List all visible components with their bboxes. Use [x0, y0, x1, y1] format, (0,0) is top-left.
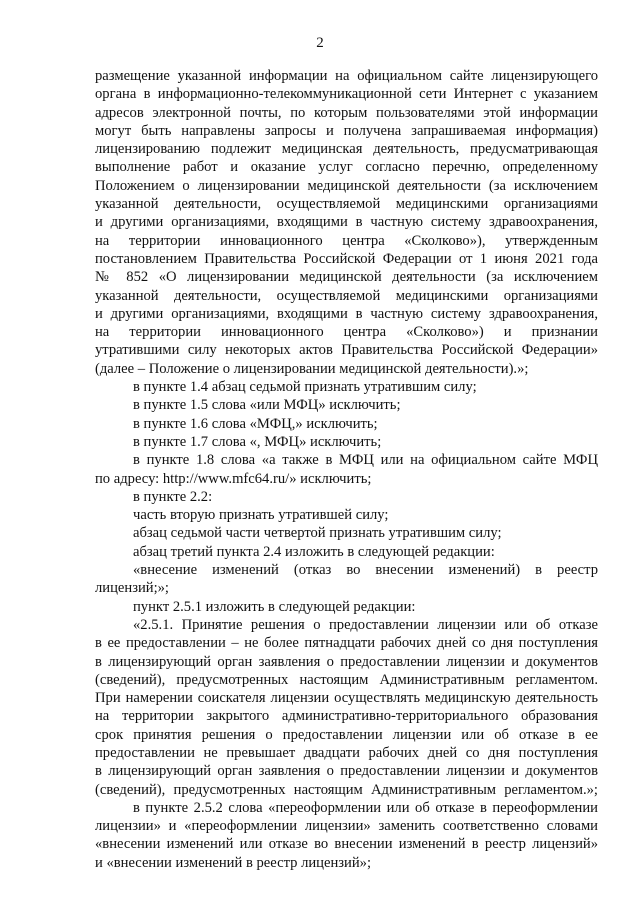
text-line: в пункте 1.4 абзац седьмой признать утратившим силу; — [133, 379, 477, 396]
document-body — [95, 67, 598, 872]
text-line: постановлением Правительства Российской Федерации от 1 июня 2021 года — [95, 250, 598, 267]
text-line: органа в информационно-телекоммуникационной сети Интернет с указанием — [95, 86, 598, 103]
text-line: на территории инновационного центра «Сколково») и признании — [95, 324, 598, 341]
text-line: в лицензирующий орган заявления о предоставлении лицензии и документов — [95, 763, 598, 780]
text-line: в пункте 2.5.2 слова «переоформлении или об отказе в переоформлении — [133, 799, 598, 816]
text-line: в пункте 1.8 слова «а также в МФЦ или на официальном сайте МФЦ — [133, 452, 598, 469]
text-line: абзац третий пункта 2.4 изложить в следующей редакции: — [133, 543, 495, 560]
text-line: размещение указанной информации на официальном сайте лицензирующего — [95, 68, 598, 84]
text-line: «внесение изменений (отказ во внесении изменений) в реестр — [133, 562, 598, 579]
text-line: лицензии» и «переоформлении лицензии» заменить соответственно словами — [95, 818, 598, 835]
text-line: в пункте 2.2: — [133, 488, 213, 505]
text-line: на территории закрытого административно-территориального образования — [95, 708, 598, 725]
text-line: (сведений), предусмотренных настоящим Административным регламентом.»; — [95, 781, 598, 798]
text-line: часть вторую признать утратившей силу; — [133, 507, 389, 524]
text-line: и «внесении изменений в реестр лицензий»; — [95, 854, 372, 871]
text-line: по адресу: http://www.mfc64.ru/» исключить; — [95, 470, 372, 487]
text-line: «2.5.1. Принятие решения о предоставлении лицензии или об отказе — [133, 616, 598, 633]
text-line: (сведений), предусмотренных настоящим Административным регламентом. — [95, 671, 598, 688]
text-line: срок принятия решения о предоставлении лицензии или об отказе в ее — [95, 726, 598, 743]
text-line: Положением о лицензировании медицинской деятельности (за исключением — [95, 177, 598, 194]
text-line: лицензированию подлежит медицинская деятельность, предусматривающая — [95, 141, 598, 158]
text-line: на территории инновационного центра «Сколково»), утвержденным — [95, 232, 598, 249]
text-line: предоставлении не превышает двадцати рабочих дней со дня поступления — [95, 744, 598, 761]
text-line: в лицензирующий орган заявления о предоставлении лицензии и документов — [95, 653, 598, 670]
text-line: в ее предоставлении – не более пятнадцати рабочих дней со дня поступления — [95, 635, 598, 652]
text-line: в пункте 1.5 слова «или МФЦ» исключить; — [133, 397, 401, 414]
text-line: (далее – Положение о лицензировании медицинской деятельности).»; — [95, 360, 529, 377]
text-line: утратившими силу некоторых актов Правительства Российской Федерации» — [95, 342, 598, 359]
text-line: выполнение работ и оказание услуг согласно перечню, определенному — [95, 159, 598, 176]
text-line: в пункте 1.6 слова «МФЦ,» исключить; — [133, 415, 378, 432]
text-line: могут быть направлены запросы и получена запрашиваемая информация) — [95, 122, 598, 139]
text-line: № 852 «О лицензировании медицинской деятельности (за исключением — [95, 269, 598, 286]
text-line: указанной деятельности, осуществляемой медицинскими организациями — [95, 196, 598, 213]
text-line: пункт 2.5.1 изложить в следующей редакции: — [133, 598, 416, 615]
text-line: и другими организациями, входящими в частную систему здравоохранения, — [95, 305, 598, 322]
text-line: лицензий;»; — [95, 580, 169, 597]
text-line: и другими организациями, входящими в частную систему здравоохранения, — [95, 214, 598, 231]
page-number: 2 — [316, 35, 324, 51]
text-line: «внесении изменений или отказе во внесении изменений в реестр лицензий» — [95, 836, 598, 853]
text-line: При намерении соискателя лицензии осуществлять медицинскую деятельность — [95, 690, 598, 707]
text-line: абзац седьмой части четвертой признать утратившим силу; — [133, 525, 502, 542]
text-line: адресов электронной почты, по которым пользователями этой информации — [95, 104, 598, 121]
text-line: указанной деятельности, осуществляемой медицинскими организациями — [95, 287, 598, 304]
text-line: в пункте 1.7 слова «, МФЦ» исключить; — [133, 433, 382, 450]
